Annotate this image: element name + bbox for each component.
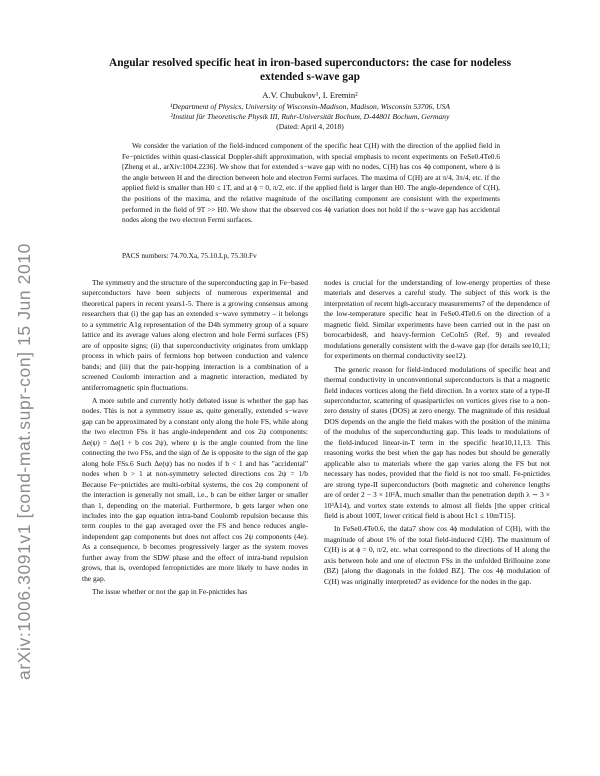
affiliation-2: ²Institut für Theoretische Physik III, Ruhr-Universität Bochum, D-44801 Bochum, Germany xyxy=(170,112,450,121)
left-column xyxy=(82,278,308,601)
author-list: A.V. Chubukov¹, I. Eremin² xyxy=(262,90,358,100)
arxiv-identifier: arXiv:1006.3091v1 [cond-mat.supr-con] 15 Jun 2010 xyxy=(14,242,34,680)
abstract: We consider the variation of the field-induced component of the specific heat C(H) with the direction of the applied field in Fe−pnictides within quasi-classical Doppler-shift approximation, with special emphasis to recent experiments on FeSe0.4Te0.6 [Zheng et al., arXiv:1004.2236]. We show that for extended s−wave gap with no nodes, C(H) has cos 4ϕ component, where ϕ is the angle between H and the direction between hole and electron Fermi surfaces. The maxima of C(H) are at π/4, 3π/4, etc. if the applied field is smaller than H0 ≤ 1T, and at ϕ = 0, π/2, etc. if the applied field is larger than H0. The angle-dependence of C(H), the positions of the maxima, and the relative magnitude of the oscillating component are consistent with the experiments performed in the field of 9T >> H0. We show that the observed cos 4ϕ variation does not hold if the s−wave gap has accidental nodes along the two electron Fermi surfaces. xyxy=(122,141,500,225)
paragraph: The generic reason for field-induced modulations of specific heat and thermal conductivity in unconventional superconductors is that a magnetic field induces vortices along the field direction. In a vortex state of a type-II superconductor, scattering of quasiparticles on vortices gives rise to a non-zero density of states (DOS) at zero energy. The magnitude of this residual DOS depends on the angle the field makes with the position of the minima of the modulus of the superconducting gap. This leads to modulations of the field-induced linear-in-T term in the specific heat10,11,13. This reasoning works the best when the gap has nodes but should be generally applicable also to materials where the gap varies along the FS but not necessary has nodes, provided that the field is not too small. Fe-pnictides are strong type-II superconductors (both magnetic and coherence lengths are of order 2 − 3 × 10²Å, much smaller than the penetration depth λ ∼ 3 × 10³Å14), and vortex state extends to almost all fields [the upper critical field is about 100T, lower critical field is about Hc1 ≤ 10mT15]. xyxy=(324,364,550,520)
paper-title xyxy=(60,56,560,84)
paragraph: The issue whether or not the gap in Fe-pnictides has xyxy=(92,587,248,597)
right-column xyxy=(324,278,550,590)
paragraph: nodes is crucial for the understanding of low-energy properties of these materials and deserves a careful study. The subject of this work is the interpretation of recent high-accuracy measurements7 of the dependence of the low-temperature specific heat in FeSe0.4Te0.6 on the direction of a magnetic field. Similar experiments have been carried out in the past on borocarbides8, and heavy-fermion CeCoIn5 (Ref. 9) and revealed modulations generally consistent with the d-wave gap (for details see10,11; for experiments on thermal conductivity see12). xyxy=(324,278,550,361)
affiliation-1: ¹Department of Physics, University of Wisconsin-Madison, Madison, Wisconsin 53706, USA xyxy=(169,102,451,111)
title-line-1: Angular resolved specific heat in iron-based superconductors: the case for nodeless xyxy=(108,57,512,69)
paragraph: The symmetry and the structure of the superconducting gap in Fe−based superconductors have been subjects of numerous experimental and theoretical papers in recent years1-5. There is a growing consensus among researchers that (i) the gap has an extended s−wave symmetry – it belongs to a symmetric A1g representation of the D4h symmetry group of a square lattice and its average values along electron and hole Fermi surfaces (FS) are of opposite signs; (ii) that superconductivity originates from umklapp process in which pairs of fermions hop between conduction and valence bands; and (iii) that the pair-hopping interaction is a combination of a screened Coulomb interaction and a magnetic interaction, mediated by antiferromagnetic spin fluctuations. xyxy=(82,278,308,392)
pacs-numbers: PACS numbers: 74.70.Xa, 75.10.Lp, 75.30.Fv xyxy=(122,251,257,260)
title-line-2: extended s-wave gap xyxy=(260,71,360,83)
paragraph: A more subtle and currently hotly debated issue is whether the gap has nodes. This is not a symmetry issue as, quite generally, extended s−wave gap can be approximated by a constant only along the hole FS, while along the two electron FSs it has angle-independent and cos 2ψ components: Δe(ψ) = Δe(1 + b cos 2ψ), where ψ is the angle counted from the line connecting the two FSs, and the sign of Δe is opposite to the sign of the gap along hole FSs.6 Such Δe(ψ) has no nodes if b < 1 and has "accidental" nodes when b > 1 at non-symmetry selected directions cos 2ψ = 1/b Because Fe−pnictides are multi-orbital systems, the cos 2ψ component of the interaction is generally not small, i.e., b can be either larger or smaller than 1, depending on the material. Furthermore, b gets larger when one includes into the gap equation intra-band Coulomb repulsion because this term couples to the gap averaged over the FS and hence reduces angle-independent gap components but does not affect cos 2ψ components (4e). As a consequence, b becomes progressively larger as the system moves further away from the SDW phase and the effect of intra-band repulsion grows, that is, overdoped ferropnictides are more likely to have nodes in the gap. xyxy=(82,395,308,583)
paragraph: In FeSe0.4Te0.6, the data7 show cos 4ϕ modulation of C(H), with the magnitude of about 1% of the total field-induced C(H). The maximum of C(H) is at ϕ = 0, π/2, etc. what correspond to the directions of H along the axis between hole and one of electron FSs in the unfolded Brillouine zone (BZ) [along the diagonals in the folded BZ]. The cos 4ϕ modulation of C(H) was originally interpreted7 as evidence for the nodes in the gap. xyxy=(324,524,550,586)
date-line: (Dated: April 4, 2018) xyxy=(276,122,344,131)
